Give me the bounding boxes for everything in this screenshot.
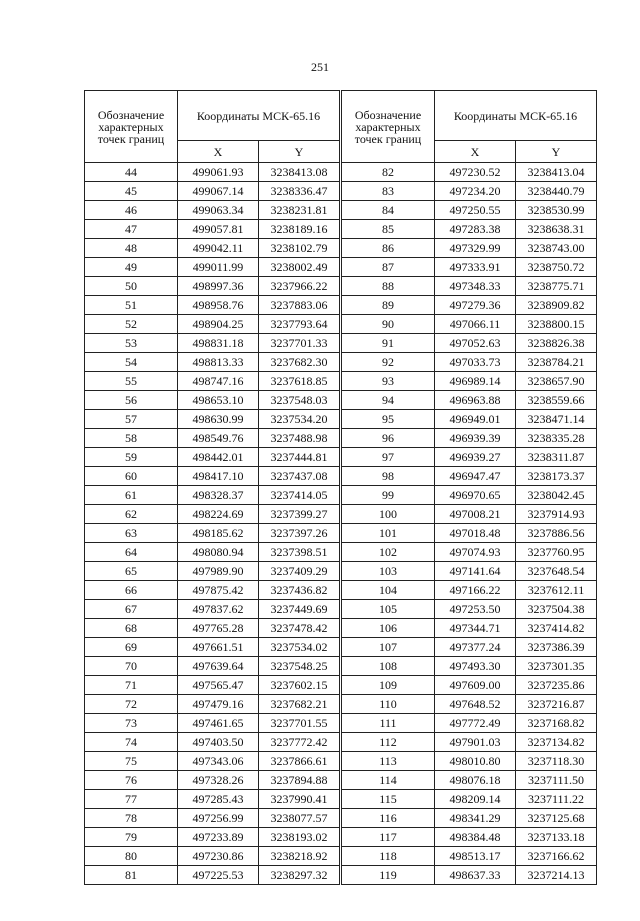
x-value-left: 497565.47 bbox=[178, 676, 259, 695]
y-value-right: 3237133.18 bbox=[516, 828, 597, 847]
point-number-right: 91 bbox=[341, 334, 435, 353]
page-number: 251 bbox=[311, 60, 329, 74]
point-number-left: 52 bbox=[85, 315, 178, 334]
point-number-right: 107 bbox=[341, 638, 435, 657]
x-value-left: 497479.16 bbox=[178, 695, 259, 714]
table-row bbox=[85, 733, 597, 752]
y-value-right: 3238784.21 bbox=[516, 353, 597, 372]
point-number-left: 55 bbox=[85, 372, 178, 391]
table-row bbox=[85, 562, 597, 581]
point-number-left: 72 bbox=[85, 695, 178, 714]
x-value-right: 497008.21 bbox=[435, 505, 516, 524]
x-value-left: 497230.86 bbox=[178, 847, 259, 866]
y-value-left: 3238336.47 bbox=[259, 182, 341, 201]
point-number-right: 90 bbox=[341, 315, 435, 334]
point-number-right: 106 bbox=[341, 619, 435, 638]
point-number-left: 61 bbox=[85, 486, 178, 505]
table-row bbox=[85, 429, 597, 448]
x-value-left: 497837.62 bbox=[178, 600, 259, 619]
point-number-right: 119 bbox=[341, 866, 435, 885]
y-value-left: 3238102.79 bbox=[259, 239, 341, 258]
coordinates-table bbox=[84, 90, 597, 885]
point-number-right: 110 bbox=[341, 695, 435, 714]
point-number-left: 54 bbox=[85, 353, 178, 372]
y-value-right: 3238826.38 bbox=[516, 334, 597, 353]
table-row bbox=[85, 239, 597, 258]
y-value-left: 3237772.42 bbox=[259, 733, 341, 752]
table-row bbox=[85, 163, 597, 182]
table-row bbox=[85, 467, 597, 486]
point-number-right: 115 bbox=[341, 790, 435, 809]
point-number-right: 87 bbox=[341, 258, 435, 277]
x-value-left: 497225.53 bbox=[178, 866, 259, 885]
point-number-left: 74 bbox=[85, 733, 178, 752]
y-value-left: 3237449.69 bbox=[259, 600, 341, 619]
x-value-right: 497609.00 bbox=[435, 676, 516, 695]
y-value-left: 3237436.82 bbox=[259, 581, 341, 600]
point-number-right: 86 bbox=[341, 239, 435, 258]
x-value-right: 498341.29 bbox=[435, 809, 516, 828]
x-value-left: 497256.99 bbox=[178, 809, 259, 828]
point-number-right: 93 bbox=[341, 372, 435, 391]
y-value-left: 3237397.26 bbox=[259, 524, 341, 543]
x-value-right: 496970.65 bbox=[435, 486, 516, 505]
y-value-right: 3237760.95 bbox=[516, 543, 597, 562]
y-value-right: 3238775.71 bbox=[516, 277, 597, 296]
x-value-right: 498637.33 bbox=[435, 866, 516, 885]
y-value-left: 3237682.30 bbox=[259, 353, 341, 372]
x-value-left: 497285.43 bbox=[178, 790, 259, 809]
x-value-right: 497074.93 bbox=[435, 543, 516, 562]
x-value-right: 497033.73 bbox=[435, 353, 516, 372]
y-value-right: 3237134.82 bbox=[516, 733, 597, 752]
table-row bbox=[85, 600, 597, 619]
point-number-right: 94 bbox=[341, 391, 435, 410]
x-value-left: 499011.99 bbox=[178, 258, 259, 277]
x-value-right: 497250.55 bbox=[435, 201, 516, 220]
x-value-left: 497343.06 bbox=[178, 752, 259, 771]
y-value-right: 3237214.13 bbox=[516, 866, 597, 885]
point-number-left: 69 bbox=[85, 638, 178, 657]
x-value-left: 499067.14 bbox=[178, 182, 259, 201]
x-value-right: 497329.99 bbox=[435, 239, 516, 258]
y-value-right: 3238335.28 bbox=[516, 429, 597, 448]
y-value-left: 3237793.64 bbox=[259, 315, 341, 334]
x-value-right: 496939.39 bbox=[435, 429, 516, 448]
point-number-right: 118 bbox=[341, 847, 435, 866]
y-value-right: 3237886.56 bbox=[516, 524, 597, 543]
x-value-left: 499061.93 bbox=[178, 163, 259, 182]
x-value-right: 497141.64 bbox=[435, 562, 516, 581]
x-value-right: 498513.17 bbox=[435, 847, 516, 866]
header-x: X bbox=[178, 141, 259, 163]
table-row bbox=[85, 277, 597, 296]
x-value-left: 497403.50 bbox=[178, 733, 259, 752]
point-number-left: 46 bbox=[85, 201, 178, 220]
point-number-left: 45 bbox=[85, 182, 178, 201]
y-value-right: 3238657.90 bbox=[516, 372, 597, 391]
point-number-left: 81 bbox=[85, 866, 178, 885]
x-value-right: 497230.52 bbox=[435, 163, 516, 182]
table-row bbox=[85, 809, 597, 828]
y-value-left: 3237444.81 bbox=[259, 448, 341, 467]
header-x: X bbox=[435, 141, 516, 163]
y-value-right: 3237386.39 bbox=[516, 638, 597, 657]
x-value-left: 498328.37 bbox=[178, 486, 259, 505]
y-value-right: 3237216.87 bbox=[516, 695, 597, 714]
x-value-left: 498831.18 bbox=[178, 334, 259, 353]
x-value-right: 496939.27 bbox=[435, 448, 516, 467]
y-value-right: 3238042.45 bbox=[516, 486, 597, 505]
y-value-left: 3238189.16 bbox=[259, 220, 341, 239]
point-number-right: 109 bbox=[341, 676, 435, 695]
table-row bbox=[85, 847, 597, 866]
table-row bbox=[85, 372, 597, 391]
table-row bbox=[85, 657, 597, 676]
y-value-right: 3238750.72 bbox=[516, 258, 597, 277]
y-value-left: 3237548.25 bbox=[259, 657, 341, 676]
y-value-left: 3237701.55 bbox=[259, 714, 341, 733]
table-row bbox=[85, 448, 597, 467]
table-row bbox=[85, 201, 597, 220]
y-value-right: 3238559.66 bbox=[516, 391, 597, 410]
x-value-right: 496989.14 bbox=[435, 372, 516, 391]
point-number-right: 88 bbox=[341, 277, 435, 296]
y-value-left: 3237534.20 bbox=[259, 410, 341, 429]
table-row bbox=[85, 410, 597, 429]
x-value-left: 498080.94 bbox=[178, 543, 259, 562]
point-number-right: 101 bbox=[341, 524, 435, 543]
table-row bbox=[85, 486, 597, 505]
point-number-left: 65 bbox=[85, 562, 178, 581]
y-value-right: 3238638.31 bbox=[516, 220, 597, 239]
y-value-right: 3237111.50 bbox=[516, 771, 597, 790]
x-value-right: 496963.88 bbox=[435, 391, 516, 410]
point-number-right: 111 bbox=[341, 714, 435, 733]
table-row bbox=[85, 258, 597, 277]
table-row bbox=[85, 828, 597, 847]
y-value-left: 3237409.29 bbox=[259, 562, 341, 581]
header-y: Y bbox=[516, 141, 597, 163]
point-number-right: 104 bbox=[341, 581, 435, 600]
y-value-right: 3238530.99 bbox=[516, 201, 597, 220]
x-value-left: 497989.90 bbox=[178, 562, 259, 581]
x-value-left: 498630.99 bbox=[178, 410, 259, 429]
point-number-right: 114 bbox=[341, 771, 435, 790]
x-value-right: 497772.49 bbox=[435, 714, 516, 733]
y-value-right: 3237414.82 bbox=[516, 619, 597, 638]
table-row bbox=[85, 752, 597, 771]
point-number-right: 103 bbox=[341, 562, 435, 581]
point-number-left: 73 bbox=[85, 714, 178, 733]
table-row bbox=[85, 334, 597, 353]
y-value-left: 3237990.41 bbox=[259, 790, 341, 809]
x-value-left: 497461.65 bbox=[178, 714, 259, 733]
table-row bbox=[85, 866, 597, 885]
y-value-left: 3237701.33 bbox=[259, 334, 341, 353]
table-row bbox=[85, 714, 597, 733]
point-number-left: 44 bbox=[85, 163, 178, 182]
point-number-left: 58 bbox=[85, 429, 178, 448]
point-number-left: 60 bbox=[85, 467, 178, 486]
y-value-left: 3238231.81 bbox=[259, 201, 341, 220]
y-value-right: 3238743.00 bbox=[516, 239, 597, 258]
y-value-right: 3237648.54 bbox=[516, 562, 597, 581]
x-value-left: 498904.25 bbox=[178, 315, 259, 334]
point-number-right: 102 bbox=[341, 543, 435, 562]
point-number-right: 89 bbox=[341, 296, 435, 315]
x-value-left: 498224.69 bbox=[178, 505, 259, 524]
point-number-left: 48 bbox=[85, 239, 178, 258]
y-value-right: 3237111.22 bbox=[516, 790, 597, 809]
point-number-right: 98 bbox=[341, 467, 435, 486]
point-number-right: 100 bbox=[341, 505, 435, 524]
point-number-right: 96 bbox=[341, 429, 435, 448]
y-value-left: 3237548.03 bbox=[259, 391, 341, 410]
y-value-left: 3237399.27 bbox=[259, 505, 341, 524]
table-row bbox=[85, 638, 597, 657]
x-value-right: 497333.91 bbox=[435, 258, 516, 277]
point-number-left: 62 bbox=[85, 505, 178, 524]
x-value-right: 497648.52 bbox=[435, 695, 516, 714]
y-value-left: 3238077.57 bbox=[259, 809, 341, 828]
x-value-right: 496949.01 bbox=[435, 410, 516, 429]
point-number-left: 79 bbox=[85, 828, 178, 847]
y-value-right: 3237125.68 bbox=[516, 809, 597, 828]
header-coordinates: Координаты МСК-65.16 bbox=[178, 91, 341, 141]
x-value-right: 497901.03 bbox=[435, 733, 516, 752]
x-value-left: 499057.81 bbox=[178, 220, 259, 239]
y-value-left: 3237682.21 bbox=[259, 695, 341, 714]
point-number-right: 116 bbox=[341, 809, 435, 828]
y-value-left: 3238002.49 bbox=[259, 258, 341, 277]
point-number-right: 113 bbox=[341, 752, 435, 771]
x-value-left: 497765.28 bbox=[178, 619, 259, 638]
table-row bbox=[85, 695, 597, 714]
y-value-right: 3237612.11 bbox=[516, 581, 597, 600]
x-value-right: 498384.48 bbox=[435, 828, 516, 847]
header-coordinates: Координаты МСК-65.16 bbox=[435, 91, 597, 141]
point-number-right: 99 bbox=[341, 486, 435, 505]
point-number-left: 75 bbox=[85, 752, 178, 771]
x-value-right: 498209.14 bbox=[435, 790, 516, 809]
y-value-right: 3238909.82 bbox=[516, 296, 597, 315]
x-value-right: 497283.38 bbox=[435, 220, 516, 239]
y-value-left: 3237883.06 bbox=[259, 296, 341, 315]
point-number-right: 117 bbox=[341, 828, 435, 847]
y-value-left: 3237398.51 bbox=[259, 543, 341, 562]
point-number-right: 97 bbox=[341, 448, 435, 467]
y-value-left: 3237602.15 bbox=[259, 676, 341, 695]
point-number-left: 63 bbox=[85, 524, 178, 543]
point-number-left: 47 bbox=[85, 220, 178, 239]
header-point-label: Обозначение характерных точек границ bbox=[341, 91, 435, 163]
y-value-right: 3237168.82 bbox=[516, 714, 597, 733]
y-value-left: 3238297.32 bbox=[259, 866, 341, 885]
point-number-left: 67 bbox=[85, 600, 178, 619]
table-row bbox=[85, 391, 597, 410]
table-row bbox=[85, 619, 597, 638]
table-row bbox=[85, 581, 597, 600]
point-number-left: 49 bbox=[85, 258, 178, 277]
x-value-left: 498185.62 bbox=[178, 524, 259, 543]
x-value-left: 498958.76 bbox=[178, 296, 259, 315]
x-value-left: 498549.76 bbox=[178, 429, 259, 448]
y-value-left: 3237894.88 bbox=[259, 771, 341, 790]
point-number-left: 68 bbox=[85, 619, 178, 638]
table-row bbox=[85, 353, 597, 372]
x-value-left: 499042.11 bbox=[178, 239, 259, 258]
x-value-left: 497328.26 bbox=[178, 771, 259, 790]
y-value-right: 3238173.37 bbox=[516, 467, 597, 486]
table-row bbox=[85, 771, 597, 790]
point-number-left: 70 bbox=[85, 657, 178, 676]
y-value-left: 3237618.85 bbox=[259, 372, 341, 391]
x-value-right: 497377.24 bbox=[435, 638, 516, 657]
x-value-left: 498442.01 bbox=[178, 448, 259, 467]
x-value-left: 498747.16 bbox=[178, 372, 259, 391]
y-value-right: 3238800.15 bbox=[516, 315, 597, 334]
table-row bbox=[85, 315, 597, 334]
point-number-left: 77 bbox=[85, 790, 178, 809]
y-value-left: 3237866.61 bbox=[259, 752, 341, 771]
x-value-left: 499063.34 bbox=[178, 201, 259, 220]
y-value-left: 3237488.98 bbox=[259, 429, 341, 448]
point-number-right: 84 bbox=[341, 201, 435, 220]
x-value-right: 498076.18 bbox=[435, 771, 516, 790]
header-point-label: Обозначение характерных точек границ bbox=[85, 91, 178, 163]
table-row bbox=[85, 220, 597, 239]
y-value-left: 3237478.42 bbox=[259, 619, 341, 638]
point-number-right: 82 bbox=[341, 163, 435, 182]
x-value-right: 497348.33 bbox=[435, 277, 516, 296]
point-number-left: 56 bbox=[85, 391, 178, 410]
y-value-left: 3237966.22 bbox=[259, 277, 341, 296]
table-row bbox=[85, 790, 597, 809]
y-value-right: 3237118.30 bbox=[516, 752, 597, 771]
table-row bbox=[85, 505, 597, 524]
table-row bbox=[85, 296, 597, 315]
x-value-left: 497233.89 bbox=[178, 828, 259, 847]
x-value-right: 497018.48 bbox=[435, 524, 516, 543]
y-value-right: 3237914.93 bbox=[516, 505, 597, 524]
point-number-left: 57 bbox=[85, 410, 178, 429]
table-row bbox=[85, 543, 597, 562]
x-value-right: 496947.47 bbox=[435, 467, 516, 486]
x-value-right: 497279.36 bbox=[435, 296, 516, 315]
x-value-right: 497493.30 bbox=[435, 657, 516, 676]
point-number-right: 105 bbox=[341, 600, 435, 619]
x-value-right: 497052.63 bbox=[435, 334, 516, 353]
y-value-right: 3237166.62 bbox=[516, 847, 597, 866]
x-value-left: 498653.10 bbox=[178, 391, 259, 410]
point-number-left: 66 bbox=[85, 581, 178, 600]
y-value-left: 3238413.08 bbox=[259, 163, 341, 182]
table-row bbox=[85, 676, 597, 695]
table-row bbox=[85, 182, 597, 201]
y-value-left: 3237414.05 bbox=[259, 486, 341, 505]
header-y: Y bbox=[259, 141, 341, 163]
point-number-right: 95 bbox=[341, 410, 435, 429]
y-value-right: 3237504.38 bbox=[516, 600, 597, 619]
point-number-left: 53 bbox=[85, 334, 178, 353]
point-number-right: 83 bbox=[341, 182, 435, 201]
x-value-left: 498813.33 bbox=[178, 353, 259, 372]
x-value-right: 498010.80 bbox=[435, 752, 516, 771]
point-number-left: 64 bbox=[85, 543, 178, 562]
x-value-right: 497344.71 bbox=[435, 619, 516, 638]
point-number-left: 76 bbox=[85, 771, 178, 790]
x-value-right: 497234.20 bbox=[435, 182, 516, 201]
x-value-left: 497639.64 bbox=[178, 657, 259, 676]
y-value-right: 3237301.35 bbox=[516, 657, 597, 676]
y-value-right: 3238471.14 bbox=[516, 410, 597, 429]
y-value-right: 3238413.04 bbox=[516, 163, 597, 182]
x-value-right: 497166.22 bbox=[435, 581, 516, 600]
y-value-left: 3238218.92 bbox=[259, 847, 341, 866]
x-value-left: 498417.10 bbox=[178, 467, 259, 486]
x-value-left: 497875.42 bbox=[178, 581, 259, 600]
point-number-left: 59 bbox=[85, 448, 178, 467]
y-value-right: 3238311.87 bbox=[516, 448, 597, 467]
y-value-left: 3237534.02 bbox=[259, 638, 341, 657]
point-number-left: 71 bbox=[85, 676, 178, 695]
point-number-left: 51 bbox=[85, 296, 178, 315]
y-value-left: 3237437.08 bbox=[259, 467, 341, 486]
point-number-right: 112 bbox=[341, 733, 435, 752]
y-value-left: 3238193.02 bbox=[259, 828, 341, 847]
y-value-right: 3238440.79 bbox=[516, 182, 597, 201]
x-value-left: 498997.36 bbox=[178, 277, 259, 296]
x-value-right: 497066.11 bbox=[435, 315, 516, 334]
point-number-left: 78 bbox=[85, 809, 178, 828]
y-value-right: 3237235.86 bbox=[516, 676, 597, 695]
table-row bbox=[85, 524, 597, 543]
point-number-right: 85 bbox=[341, 220, 435, 239]
point-number-left: 50 bbox=[85, 277, 178, 296]
x-value-right: 497253.50 bbox=[435, 600, 516, 619]
point-number-right: 92 bbox=[341, 353, 435, 372]
point-number-left: 80 bbox=[85, 847, 178, 866]
x-value-left: 497661.51 bbox=[178, 638, 259, 657]
point-number-right: 108 bbox=[341, 657, 435, 676]
